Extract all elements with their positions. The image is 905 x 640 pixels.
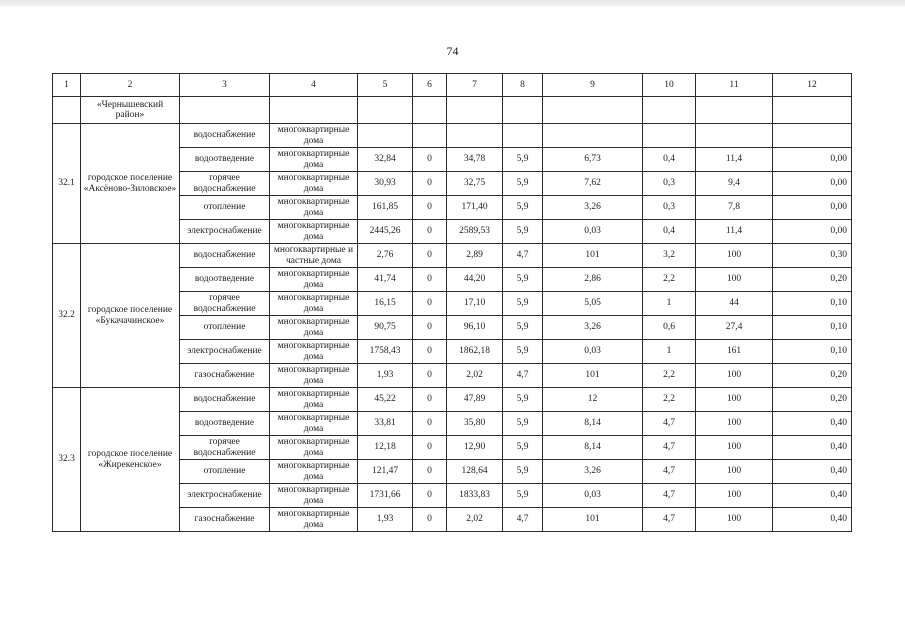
value-c8: 5,9: [503, 412, 543, 436]
table-row: [53, 124, 852, 148]
empty-cell: [358, 97, 413, 124]
value-c10: 1: [643, 340, 696, 364]
value-c12: 0,00: [773, 220, 852, 244]
value-c5: 32,84: [358, 148, 413, 172]
service-type: отопление: [180, 460, 270, 484]
value-c7: 1862,18: [447, 340, 503, 364]
value-c6: 0: [413, 316, 447, 340]
value-c5: 2445,26: [358, 220, 413, 244]
value-c6: 0: [413, 364, 447, 388]
continuation-row: [53, 97, 852, 124]
value-c5: 90,75: [358, 316, 413, 340]
continuation-num-cell: [53, 97, 81, 124]
value-c10: 2,2: [643, 388, 696, 412]
value-c8: 5,9: [503, 436, 543, 460]
object-type: многоквартирные и частные дома: [270, 244, 358, 268]
object-type: многоквартирные дома: [270, 196, 358, 220]
value-c5: [358, 124, 413, 148]
value-c7: 34,78: [447, 148, 503, 172]
service-type: горячее водоснабжение: [180, 436, 270, 460]
value-c12: 0,20: [773, 388, 852, 412]
empty-cell: [543, 97, 643, 124]
value-c9: [543, 124, 643, 148]
object-type: многоквартирные дома: [270, 316, 358, 340]
value-c10: 2,2: [643, 364, 696, 388]
column-number: 5: [358, 74, 413, 97]
column-number: 3: [180, 74, 270, 97]
value-c5: 1731,66: [358, 484, 413, 508]
value-c8: 5,9: [503, 340, 543, 364]
value-c11: 100: [696, 244, 773, 268]
service-type: горячее водоснабжение: [180, 172, 270, 196]
object-type: многоквартирные дома: [270, 172, 358, 196]
value-c10: 0,3: [643, 196, 696, 220]
service-type: газоснабжение: [180, 508, 270, 532]
value-c11: 100: [696, 436, 773, 460]
value-c7: 1833,83: [447, 484, 503, 508]
service-type: газоснабжение: [180, 364, 270, 388]
value-c8: 5,9: [503, 196, 543, 220]
value-c9: 101: [543, 364, 643, 388]
value-c8: 4,7: [503, 508, 543, 532]
value-c7: 2,02: [447, 364, 503, 388]
value-c12: 0,40: [773, 412, 852, 436]
value-c8: [503, 124, 543, 148]
value-c10: 4,7: [643, 436, 696, 460]
column-number: 11: [696, 74, 773, 97]
value-c11: 161: [696, 340, 773, 364]
value-c7: 2589,53: [447, 220, 503, 244]
value-c6: 0: [413, 484, 447, 508]
service-type: водоотведение: [180, 412, 270, 436]
object-type: многоквартирные дома: [270, 340, 358, 364]
value-c5: 1,93: [358, 508, 413, 532]
value-c7: 44,20: [447, 268, 503, 292]
value-c9: 3,26: [543, 196, 643, 220]
empty-cell: [643, 97, 696, 124]
value-c9: 0,03: [543, 484, 643, 508]
column-number: 10: [643, 74, 696, 97]
service-type: электроснабжение: [180, 220, 270, 244]
column-number: 2: [81, 74, 180, 97]
value-c11: 11,4: [696, 148, 773, 172]
value-c12: 0,40: [773, 508, 852, 532]
service-type: водоснабжение: [180, 388, 270, 412]
value-c12: [773, 124, 852, 148]
value-c9: 6,73: [543, 148, 643, 172]
object-type: многоквартирные дома: [270, 364, 358, 388]
object-type: многоквартирные дома: [270, 412, 358, 436]
empty-cell: [503, 97, 543, 124]
data-table: [52, 73, 852, 532]
value-c12: 0,00: [773, 196, 852, 220]
object-type: многоквартирные дома: [270, 292, 358, 316]
value-c9: 5,05: [543, 292, 643, 316]
value-c12: 0,10: [773, 340, 852, 364]
value-c9: 12: [543, 388, 643, 412]
value-c7: 2,02: [447, 508, 503, 532]
empty-cell: [180, 97, 270, 124]
value-c11: [696, 124, 773, 148]
value-c7: 17,10: [447, 292, 503, 316]
value-c8: 5,9: [503, 220, 543, 244]
value-c8: 5,9: [503, 268, 543, 292]
object-type: многоквартирные дома: [270, 484, 358, 508]
value-c5: 1,93: [358, 364, 413, 388]
service-type: электроснабжение: [180, 340, 270, 364]
value-c6: 0: [413, 148, 447, 172]
value-c9: 101: [543, 244, 643, 268]
value-c10: 4,7: [643, 460, 696, 484]
value-c5: 30,93: [358, 172, 413, 196]
value-c12: 0,00: [773, 148, 852, 172]
empty-cell: [447, 97, 503, 124]
value-c8: 5,9: [503, 484, 543, 508]
value-c10: [643, 124, 696, 148]
object-type: многоквартирные дома: [270, 508, 358, 532]
value-c9: 0,03: [543, 340, 643, 364]
value-c8: 5,9: [503, 148, 543, 172]
section-number: 32.1: [53, 124, 81, 244]
value-c5: 12,18: [358, 436, 413, 460]
value-c11: 100: [696, 388, 773, 412]
value-c9: 101: [543, 508, 643, 532]
table-row: [53, 244, 852, 268]
service-type: отопление: [180, 316, 270, 340]
value-c6: 0: [413, 460, 447, 484]
value-c6: 0: [413, 388, 447, 412]
value-c6: 0: [413, 340, 447, 364]
value-c12: 0,20: [773, 268, 852, 292]
value-c7: 47,89: [447, 388, 503, 412]
value-c12: 0,10: [773, 316, 852, 340]
column-number: 8: [503, 74, 543, 97]
column-number: 9: [543, 74, 643, 97]
value-c12: 0,10: [773, 292, 852, 316]
value-c5: 16,15: [358, 292, 413, 316]
continuation-district-name: «Чернышевский район»: [81, 97, 180, 124]
column-number: 4: [270, 74, 358, 97]
settlement-name: городское поселение «Аксёново-Зиловское»: [81, 124, 180, 244]
value-c7: 32,75: [447, 172, 503, 196]
value-c5: 121,47: [358, 460, 413, 484]
object-type: многоквартирные дома: [270, 268, 358, 292]
value-c8: 4,7: [503, 364, 543, 388]
value-c12: 0,00: [773, 172, 852, 196]
value-c6: 0: [413, 172, 447, 196]
empty-cell: [270, 97, 358, 124]
value-c6: 0: [413, 412, 447, 436]
object-type: многоквартирные дома: [270, 388, 358, 412]
settlement-name: городское поселение «Жирекенское»: [81, 388, 180, 532]
empty-cell: [413, 97, 447, 124]
value-c5: 1758,43: [358, 340, 413, 364]
value-c6: 0: [413, 220, 447, 244]
column-number: 12: [773, 74, 852, 97]
value-c10: 4,7: [643, 412, 696, 436]
value-c10: 3,2: [643, 244, 696, 268]
value-c10: 0,4: [643, 148, 696, 172]
value-c9: 2,86: [543, 268, 643, 292]
value-c5: 45,22: [358, 388, 413, 412]
value-c6: [413, 124, 447, 148]
column-number: 6: [413, 74, 447, 97]
value-c12: 0,40: [773, 436, 852, 460]
service-type: водоснабжение: [180, 124, 270, 148]
value-c12: 0,40: [773, 460, 852, 484]
service-type: электроснабжение: [180, 484, 270, 508]
column-number: 1: [53, 74, 81, 97]
value-c8: 5,9: [503, 460, 543, 484]
value-c8: 5,9: [503, 292, 543, 316]
value-c11: 100: [696, 460, 773, 484]
value-c7: 96,10: [447, 316, 503, 340]
value-c10: 0,4: [643, 220, 696, 244]
value-c10: 0,6: [643, 316, 696, 340]
value-c9: 8,14: [543, 436, 643, 460]
value-c12: 0,20: [773, 364, 852, 388]
value-c6: 0: [413, 436, 447, 460]
object-type: многоквартирные дома: [270, 220, 358, 244]
value-c5: 161,85: [358, 196, 413, 220]
value-c7: [447, 124, 503, 148]
empty-cell: [696, 97, 773, 124]
value-c10: 2,2: [643, 268, 696, 292]
value-c9: 0,03: [543, 220, 643, 244]
value-c6: 0: [413, 244, 447, 268]
value-c9: 8,14: [543, 412, 643, 436]
value-c6: 0: [413, 292, 447, 316]
section-number: 32.2: [53, 244, 81, 388]
value-c11: 27,4: [696, 316, 773, 340]
value-c10: 0,3: [643, 172, 696, 196]
value-c7: 12,90: [447, 436, 503, 460]
value-c11: 100: [696, 412, 773, 436]
value-c8: 4,7: [503, 244, 543, 268]
value-c9: 3,26: [543, 460, 643, 484]
empty-cell: [773, 97, 852, 124]
value-c10: 4,7: [643, 508, 696, 532]
value-c11: 100: [696, 364, 773, 388]
value-c11: 44: [696, 292, 773, 316]
value-c11: 11,4: [696, 220, 773, 244]
value-c6: 0: [413, 508, 447, 532]
service-type: горячее водоснабжение: [180, 292, 270, 316]
object-type: многоквартирные дома: [270, 124, 358, 148]
value-c11: 100: [696, 508, 773, 532]
object-type: многоквартирные дома: [270, 148, 358, 172]
value-c7: 171,40: [447, 196, 503, 220]
value-c11: 7,8: [696, 196, 773, 220]
page-number: 74: [446, 44, 459, 58]
value-c6: 0: [413, 268, 447, 292]
value-c9: 7,62: [543, 172, 643, 196]
value-c11: 100: [696, 268, 773, 292]
value-c12: 0,30: [773, 244, 852, 268]
value-c8: 5,9: [503, 316, 543, 340]
value-c5: 2,76: [358, 244, 413, 268]
service-type: водоотведение: [180, 148, 270, 172]
service-type: водоснабжение: [180, 244, 270, 268]
value-c5: 33,81: [358, 412, 413, 436]
value-c10: 1: [643, 292, 696, 316]
value-c7: 2,89: [447, 244, 503, 268]
value-c6: 0: [413, 196, 447, 220]
value-c11: 100: [696, 484, 773, 508]
value-c9: 3,26: [543, 316, 643, 340]
value-c10: 4,7: [643, 484, 696, 508]
service-type: водоотведение: [180, 268, 270, 292]
value-c5: 41,74: [358, 268, 413, 292]
value-c11: 9,4: [696, 172, 773, 196]
table-row: [53, 388, 852, 412]
value-c12: 0,40: [773, 484, 852, 508]
value-c8: 5,9: [503, 172, 543, 196]
scan-edge: [0, 0, 905, 7]
column-number-row: [53, 74, 852, 97]
value-c8: 5,9: [503, 388, 543, 412]
settlement-name: городское поселение «Букачачинское»: [81, 244, 180, 388]
value-c7: 128,64: [447, 460, 503, 484]
section-number: 32.3: [53, 388, 81, 532]
object-type: многоквартирные дома: [270, 460, 358, 484]
service-type: отопление: [180, 196, 270, 220]
value-c7: 35,80: [447, 412, 503, 436]
column-number: 7: [447, 74, 503, 97]
object-type: многоквартирные дома: [270, 436, 358, 460]
